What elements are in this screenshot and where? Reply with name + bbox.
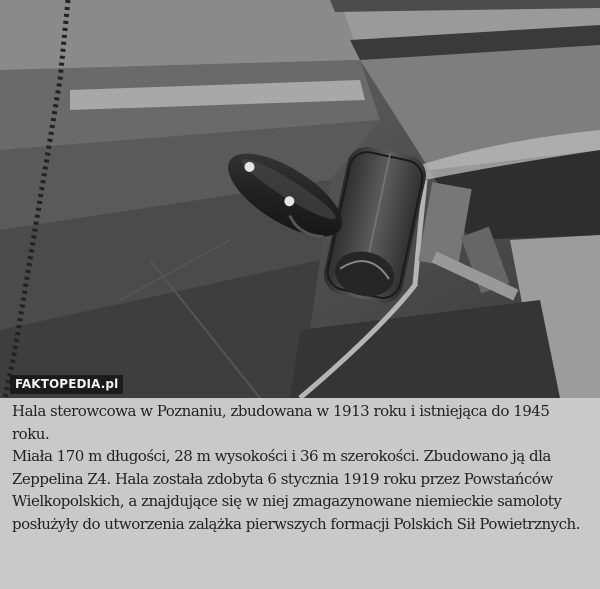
watermark-logo: FAKTOPEDIA.pl: [10, 375, 123, 394]
caption-line-2: Miała 170 m długości, 28 m wysokości i 36 m szerokości. Zbudowano ją dla Zeppelina Z4. Hala została zdobyta 6 stycznia 1919 roku przez Powstańców Wielkopolskich, a znajdujące się w niej zmagazynowane niemieckie samoloty posłużyły do utworzenia zalążka pierwszych formacji Polskich Sił Powietrznych.: [12, 447, 580, 533]
caption-line-1: Hala sterowcowa w Poznaniu, zbudowana w 1913 roku i istniejąca do 1945 roku.: [12, 402, 550, 443]
caption: [12, 400, 590, 535]
